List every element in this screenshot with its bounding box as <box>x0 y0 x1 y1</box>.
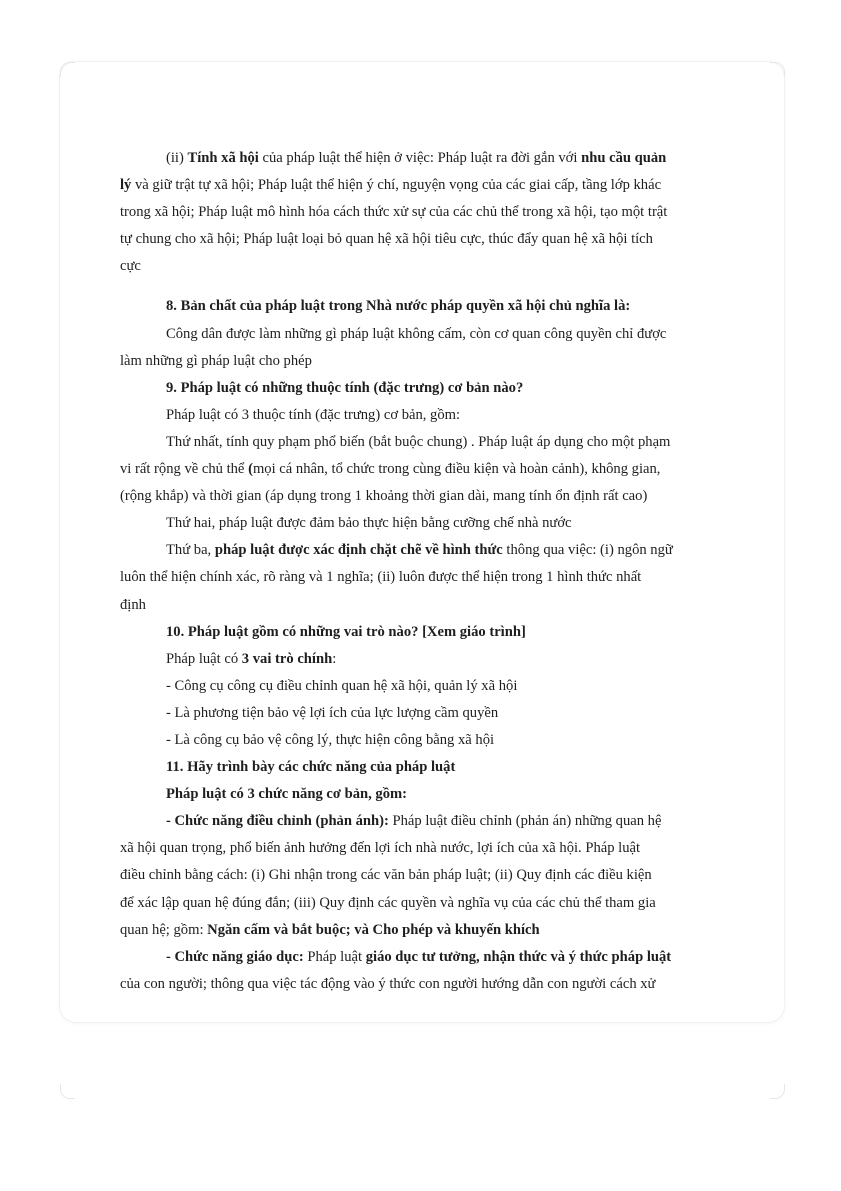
crop-mark-bottom-left <box>60 1084 75 1099</box>
text-line: làm những gì pháp luật cho phép <box>120 352 312 369</box>
text-line: vi rất rộng về chủ thể (mọi cá nhân, tổ chức trong cùng điều kiện và hoàn cảnh), không gian, <box>120 461 661 478</box>
text-line: - Chức năng giáo dục: Pháp luật giáo dục tư tưởng, nhận thức và ý thức pháp luật <box>166 948 672 965</box>
heading-question-11: 11. Hãy trình bày các chức năng của pháp luật <box>166 759 456 776</box>
text-line: (ii) Tính xã hội của pháp luật thể hiện ở việc: Pháp luật ra đời gắn với nhu cầu quản <box>166 150 667 166</box>
crop-mark-bottom-right <box>770 1084 785 1099</box>
paragraph-social-nature <box>120 145 726 280</box>
text-line: (rộng khắp) và thời gian (áp dụng trong 1 khoảng thời gian dài, mang tính ổn định rất cao) <box>120 488 648 505</box>
list-item: - Là công cụ bảo vệ công lý, thực hiện công bằng xã hội <box>166 731 495 748</box>
text-line: lý và giữ trật tự xã hội; Pháp luật thể hiện ý chí, nguyện vọng của các giai cấp, tầng lớp khác <box>120 177 662 194</box>
text-line: định <box>120 596 146 613</box>
text-line: tự chung cho xã hội; Pháp luật loại bỏ quan hệ xã hội tiêu cực, thúc đẩy quan hệ xã hội tích <box>120 231 653 248</box>
document-body <box>120 145 726 998</box>
text-line: để xác lập quan hệ đúng đắn; (iii) Quy định các quyền và nghĩa vụ của các chủ thể tham gia <box>120 894 656 911</box>
text-line: trong xã hội; Pháp luật mô hình hóa cách thức xử sự của các chủ thể trong xã hội, tạo một trật <box>120 204 668 221</box>
text-line: xã hội quan trọng, phổ biến ảnh hưởng đến lợi ích nhà nước, lợi ích của xã hội. Pháp luật <box>120 840 641 857</box>
text-line: Thứ hai, pháp luật được đảm bảo thực hiện bằng cưỡng chế nhà nước <box>166 515 572 532</box>
text-line: Pháp luật có 3 vai trò chính: <box>166 650 337 667</box>
text-line: Thứ nhất, tính quy phạm phổ biến (bắt buộc chung) . Pháp luật áp dụng cho một phạm <box>166 433 671 450</box>
list-item: - Công cụ công cụ điều chỉnh quan hệ xã hội, quản lý xã hội <box>166 677 518 694</box>
crop-mark-top-left <box>60 62 75 77</box>
text-line: điều chỉnh bằng cách: (i) Ghi nhận trong các văn bản pháp luật; (ii) Quy định các điều kiện <box>120 867 652 884</box>
text-line: Công dân được làm những gì pháp luật không cấm, còn cơ quan công quyền chỉ được <box>166 325 667 342</box>
heading-question-8: 8. Bản chất của pháp luật trong Nhà nước pháp quyền xã hội chủ nghĩa là: <box>166 298 631 315</box>
text-line: luôn thể hiện chính xác, rõ ràng và 1 nghĩa; (ii) luôn được thể hiện trong 1 hình thức nhất <box>120 569 642 586</box>
text-line: của con người; thông qua việc tác động vào ý thức con người hướng dẫn con người cách xử <box>120 975 656 992</box>
crop-mark-top-right <box>770 62 785 77</box>
text-line: - Chức năng điều chỉnh (phản ánh): Pháp luật điều chỉnh (phản án) những quan hệ <box>166 813 662 830</box>
heading-question-9: 9. Pháp luật có những thuộc tính (đặc trưng) cơ bản nào? <box>166 379 524 396</box>
text-line: Thứ ba, pháp luật được xác định chặt chẽ về hình thức thông qua việc: (i) ngôn ngữ <box>166 542 673 559</box>
text-line: cực <box>120 258 141 275</box>
text-line: Pháp luật có 3 thuộc tính (đặc trưng) cơ bản, gồm: <box>166 406 461 423</box>
text-line: quan hệ; gồm: Ngăn cấm và bắt buộc; và Cho phép và khuyến khích <box>120 921 540 938</box>
subheading-functions: Pháp luật có 3 chức năng cơ bản, gồm: <box>166 786 408 803</box>
spacer <box>120 280 726 293</box>
list-item: - Là phương tiện bảo vệ lợi ích của lực lượng cầm quyền <box>166 704 499 721</box>
heading-question-10: 10. Pháp luật gồm có những vai trò nào? [Xem giáo trình] <box>166 623 526 640</box>
